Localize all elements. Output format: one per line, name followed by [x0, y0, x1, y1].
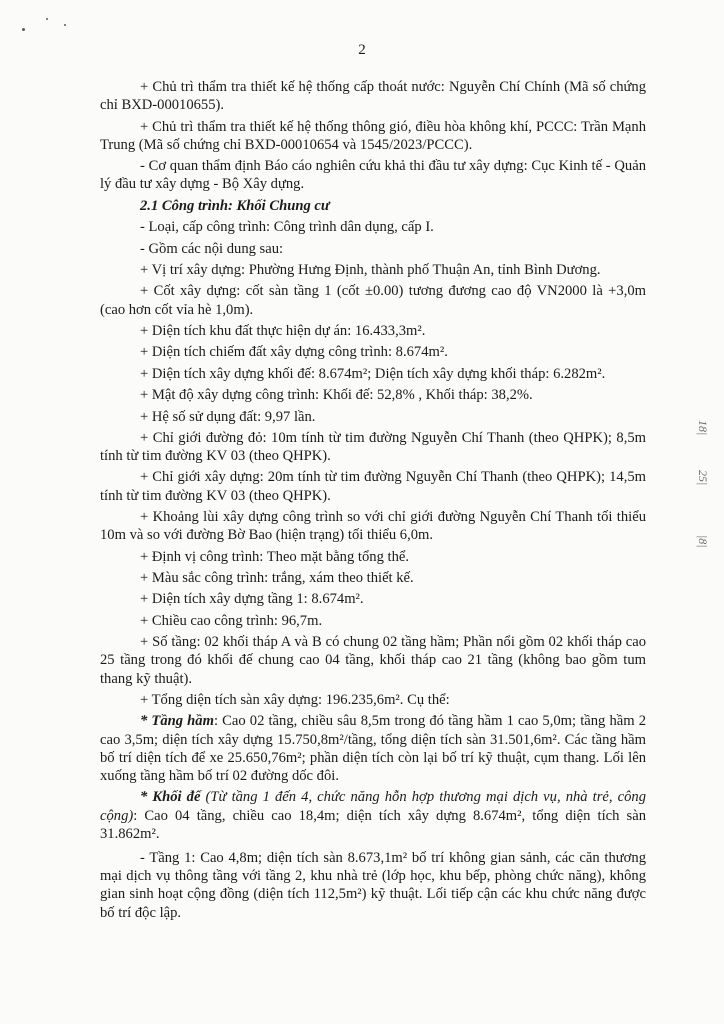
scan-speck — [22, 28, 25, 31]
paragraph: + Chủ trì thẩm tra thiết kế hệ thống cấp thoát nước: Nguyễn Chí Chính (Mã số chứng chỉ BXD-00010655). — [100, 79, 646, 114]
paragraph: + Diện tích xây dựng khối đế: 8.674m²; Diện tích xây dựng khối tháp: 6.282m². — [140, 365, 606, 382]
margin-annotations — [688, 420, 718, 580]
paragraph: + Chiều cao công trình: 96,7m. — [140, 612, 323, 629]
paragraph: + Định vị công trình: Theo mặt bằng tổng thể. — [140, 548, 409, 565]
paragraph: + Diện tích khu đất thực hiện dự án: 16.433,3m². — [140, 322, 426, 339]
paragraph: + Hệ số sử dụng đất: 9,97 lần. — [140, 408, 316, 425]
podium-body: : Cao 04 tầng, chiều cao 18,4m; diện tích xây dựng 8.674m², tổng diện tích sàn 31.862m². — [100, 807, 646, 842]
paragraph: + Cốt xây dựng: cốt sàn tầng 1 (cốt ±0.00) tương đương cao độ VN2000 là +3,0m (cao hơn cốt vỉa hè 1,0m). — [100, 283, 646, 318]
margin-mark: 18| — [696, 420, 710, 436]
paragraph: + Khoảng lùi xây dựng công trình so với chỉ giới đường Nguyễn Chí Thanh tối thiểu 10m và so với đường Bờ Bao (hiện trạng) tối thiểu 6,0m. — [100, 509, 646, 544]
paragraph: + Tổng diện tích sàn xây dựng: 196.235,6m². Cụ thể: — [140, 692, 450, 709]
paragraph: - Gồm các nội dung sau: — [140, 240, 284, 257]
paragraph: + Màu sắc công trình: trắng, xám theo thiết kế. — [140, 570, 414, 587]
paragraph: + Chỉ giới xây dựng: 20m tính từ tim đường Nguyễn Chí Thanh (theo QHPK); 14,5m tính từ tim đường KV 03 (theo QHPK). — [100, 469, 646, 504]
basement-paragraph — [100, 712, 646, 785]
paragraph: + Diện tích xây dựng tầng 1: 8.674m². — [140, 591, 364, 608]
section-heading: 2.1 Công trình: Khối Chung cư — [140, 197, 330, 214]
paragraph: + Mật độ xây dựng công trình: Khối đế: 52,8% , Khối tháp: 38,2%. — [140, 387, 533, 404]
paragraph: - Cơ quan thẩm định Báo cáo nghiên cứu khả thi đầu tư xây dựng: Cục Kinh tế - Quản lý đầu tư xây dựng - Bộ Xây dựng. — [100, 158, 646, 193]
margin-mark: 25| — [696, 470, 710, 486]
paragraph: - Loại, cấp công trình: Công trình dân dụng, cấp I. — [140, 219, 434, 236]
podium-note: (Từ tầng 1 đến 4, chức năng hỗn hợp thương mại dịch vụ, nhà trẻ, công cộng) — [100, 789, 646, 824]
scan-speck — [46, 18, 48, 20]
paragraph: + Vị trí xây dựng: Phường Hưng Định, thành phố Thuận An, tỉnh Bình Dương. — [140, 261, 601, 278]
podium-lead: * Khối đế — [140, 789, 201, 806]
document-body — [100, 78, 646, 925]
basement-body: : Cao 02 tầng, chiều sâu 8,5m trong đó tầng hầm 1 cao 5,0m; tầng hầm 2 cao 3,5m; diện tích xây dựng 15.750,8m²/tầng, tổng diện tích sàn 31.501,6m². Các tầng hầm bố trí diện tích để xe 25.650,76m²; phần diện tích còn lại bố trí kỹ thuật, cụm thang. Lối lên xuống tầng hầm bố trí 02 đường dốc đôi. — [100, 713, 646, 785]
floor-1-paragraph: - Tầng 1: Cao 4,8m; diện tích sàn 8.673,1m² bố trí không gian sảnh, các căn thương mại dịch vụ thông tầng với tầng 2, khu nhà trẻ (lớp học, khu bếp, phòng chức năng), không gian sinh hoạt cộng đồng (diện tích 112,5m²) kỹ thuật. Lối tiếp cận các khu chức năng được bố trí độc lập. — [100, 850, 646, 921]
paragraph: + Diện tích chiếm đất xây dựng công trình: 8.674m². — [140, 344, 448, 361]
page-number: 2 — [358, 42, 366, 58]
paragraph: + Chỉ giới đường đỏ: 10m tính từ tim đường Nguyễn Chí Thanh (theo QHPK); 8,5m tính từ tim đường KV 03 (theo QHPK). — [100, 429, 646, 465]
scan-speck — [64, 24, 66, 26]
paragraph: + Số tầng: 02 khối tháp A và B có chung 02 tầng hầm; Phần nổi gồm 02 khối tháp cao 25 tầng trong đó khối đế chung cao 04 tầng, khối tháp cao 21 tầng (không bao gồm tum thang kỹ thuật). — [100, 634, 646, 687]
podium-paragraph — [100, 788, 646, 843]
basement-lead: * Tầng hầm — [140, 713, 214, 730]
paragraph: + Chủ trì thẩm tra thiết kế hệ thống thông gió, điều hòa không khí, PCCC: Trần Mạnh Trung (Mã số chứng chỉ BXD-00010654 và 1545/2023/PCCC). — [100, 118, 646, 153]
margin-mark: |8| — [696, 535, 710, 548]
